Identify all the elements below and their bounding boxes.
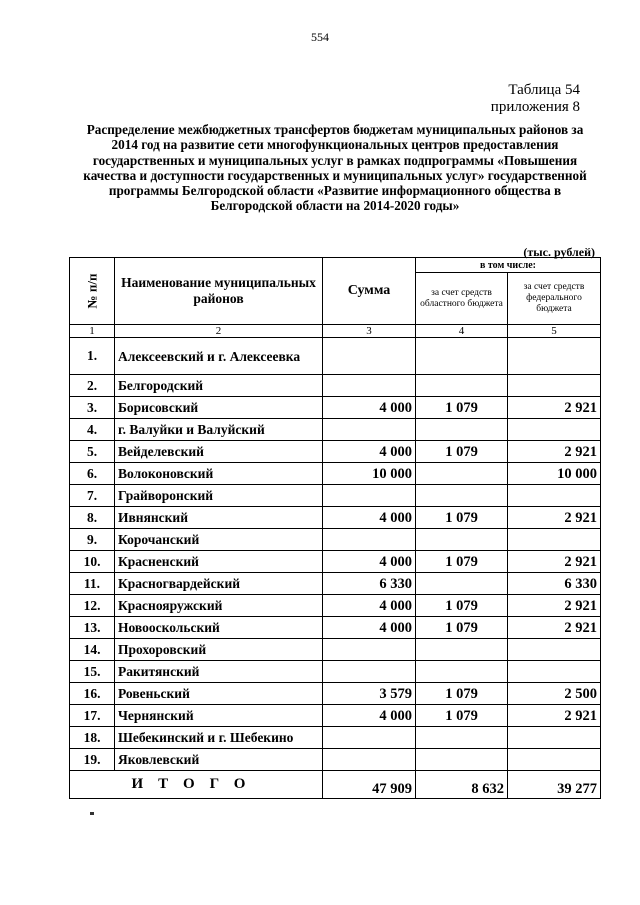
district-name: Новооскольский xyxy=(115,617,323,639)
table-label-line2: приложения 8 xyxy=(490,99,580,115)
sum-value: 4 000 xyxy=(323,507,416,529)
regional-value: 1 079 xyxy=(416,397,508,419)
table-label-line1: Таблица 54 xyxy=(508,82,580,98)
row-number: 15. xyxy=(70,661,115,683)
district-name: Чернянский xyxy=(115,705,323,727)
district-name: Ракитянский xyxy=(115,661,323,683)
sum-value xyxy=(323,338,416,375)
sum-value: 10 000 xyxy=(323,463,416,485)
column-index: 5 xyxy=(508,325,601,338)
row-number: 13. xyxy=(70,617,115,639)
federal-value: 2 921 xyxy=(508,617,601,639)
federal-value: 2 921 xyxy=(508,397,601,419)
regional-value: 1 079 xyxy=(416,617,508,639)
table-row xyxy=(70,705,601,727)
district-name: Белгородский xyxy=(115,375,323,397)
table-row xyxy=(70,463,601,485)
header-name: Наименование муниципальных районов xyxy=(115,258,323,325)
sum-value: 4 000 xyxy=(323,595,416,617)
table-row xyxy=(70,338,601,375)
row-number: 8. xyxy=(70,507,115,529)
header-num xyxy=(70,258,115,325)
federal-value: 2 500 xyxy=(508,683,601,705)
regional-value xyxy=(416,727,508,749)
row-number: 3. xyxy=(70,397,115,419)
table-row xyxy=(70,507,601,529)
sum-value xyxy=(323,661,416,683)
column-index: 2 xyxy=(115,325,323,338)
table-row xyxy=(70,419,601,441)
row-number: 19. xyxy=(70,749,115,771)
column-index: 1 xyxy=(70,325,115,338)
row-number: 7. xyxy=(70,485,115,507)
district-name: Вейделевский xyxy=(115,441,323,463)
sum-value: 4 000 xyxy=(323,551,416,573)
sum-value: 3 579 xyxy=(323,683,416,705)
total-row xyxy=(70,771,601,799)
federal-value: 2 921 xyxy=(508,705,601,727)
row-number: 4. xyxy=(70,419,115,441)
district-name: Шебекинский и г. Шебекино xyxy=(115,727,323,749)
federal-value xyxy=(508,529,601,551)
sum-value xyxy=(323,375,416,397)
document-title: Распределение межбюджетных трансфертов бюджетам муниципальных районов за 2014 год на развитие сети многофункциональных центров предоставления государственных и муниципальных услуг в рамках подпрограммы «Повышения качества и доступности государственных и муниципальных услуг» государственной программы Белгородской области «Развитие информационного общества в Белгородской области на 2014-2020 годы» xyxy=(83,122,587,214)
page-number: 554 xyxy=(311,30,329,44)
column-index: 3 xyxy=(323,325,416,338)
district-name: Ивнянский xyxy=(115,507,323,529)
district-name: Красногвардейский xyxy=(115,573,323,595)
table-row xyxy=(70,683,601,705)
sum-value: 4 000 xyxy=(323,441,416,463)
district-name: Краснояружский xyxy=(115,595,323,617)
federal-value xyxy=(508,375,601,397)
federal-value: 6 330 xyxy=(508,573,601,595)
regional-value xyxy=(416,573,508,595)
row-number: 17. xyxy=(70,705,115,727)
federal-value xyxy=(508,639,601,661)
header-num-text: № п/п xyxy=(84,273,99,309)
sum-value: 4 000 xyxy=(323,397,416,419)
district-name: Прохоровский xyxy=(115,639,323,661)
district-name: Красненский xyxy=(115,551,323,573)
regional-value xyxy=(416,463,508,485)
table-row xyxy=(70,595,601,617)
header-including: в том числе: xyxy=(416,258,601,273)
table-row xyxy=(70,375,601,397)
federal-value: 2 921 xyxy=(508,441,601,463)
district-name: Корочанский xyxy=(115,529,323,551)
regional-value: 1 079 xyxy=(416,507,508,529)
sum-value: 4 000 xyxy=(323,617,416,639)
row-number: 9. xyxy=(70,529,115,551)
row-number: 10. xyxy=(70,551,115,573)
sum-value xyxy=(323,419,416,441)
table-row xyxy=(70,551,601,573)
table-body xyxy=(70,338,601,771)
regional-value: 1 079 xyxy=(416,595,508,617)
federal-value: 2 921 xyxy=(508,507,601,529)
federal-value xyxy=(508,485,601,507)
column-index-row xyxy=(70,325,601,338)
row-number: 11. xyxy=(70,573,115,595)
row-number: 1. xyxy=(70,338,115,375)
sum-value xyxy=(323,749,416,771)
regional-value: 1 079 xyxy=(416,551,508,573)
federal-value: 10 000 xyxy=(508,463,601,485)
units-label: (тыс. рублей) xyxy=(523,245,595,259)
row-number: 18. xyxy=(70,727,115,749)
district-name: Борисовский xyxy=(115,397,323,419)
scan-mark xyxy=(90,812,94,815)
row-number: 16. xyxy=(70,683,115,705)
budget-table xyxy=(69,257,601,799)
regional-value: 1 079 xyxy=(416,705,508,727)
sum-value xyxy=(323,727,416,749)
row-number: 12. xyxy=(70,595,115,617)
header-federal: за счет средств федерального бюджета xyxy=(508,273,601,325)
total-label: ИТОГО xyxy=(70,771,323,799)
sum-value xyxy=(323,529,416,551)
federal-value xyxy=(508,661,601,683)
federal-value xyxy=(508,749,601,771)
row-number: 5. xyxy=(70,441,115,463)
table-row xyxy=(70,529,601,551)
regional-value xyxy=(416,749,508,771)
table-row xyxy=(70,573,601,595)
sum-value xyxy=(323,485,416,507)
regional-value xyxy=(416,485,508,507)
column-index: 4 xyxy=(416,325,508,338)
district-name: г. Валуйки и Валуйский xyxy=(115,419,323,441)
sum-value: 4 000 xyxy=(323,705,416,727)
district-name: Грайворонский xyxy=(115,485,323,507)
table-row xyxy=(70,727,601,749)
table-label xyxy=(491,82,580,116)
federal-value xyxy=(508,727,601,749)
header-sum: Сумма xyxy=(323,258,416,325)
row-number: 2. xyxy=(70,375,115,397)
row-number: 6. xyxy=(70,463,115,485)
regional-value: 1 079 xyxy=(416,683,508,705)
table-row xyxy=(70,639,601,661)
table-row xyxy=(70,441,601,463)
district-name: Алексеевский и г. Алексеевка xyxy=(115,338,323,375)
total-federal: 39 277 xyxy=(508,771,601,799)
table-row xyxy=(70,617,601,639)
federal-value xyxy=(508,338,601,375)
federal-value: 2 921 xyxy=(508,595,601,617)
district-name: Ровеньский xyxy=(115,683,323,705)
table-row xyxy=(70,485,601,507)
header-regional: за счет средств областного бюджета xyxy=(416,273,508,325)
regional-value xyxy=(416,338,508,375)
sum-value: 6 330 xyxy=(323,573,416,595)
district-name: Волоконовский xyxy=(115,463,323,485)
total-sum: 47 909 xyxy=(323,771,416,799)
federal-value: 2 921 xyxy=(508,551,601,573)
row-number: 14. xyxy=(70,639,115,661)
regional-value xyxy=(416,639,508,661)
federal-value xyxy=(508,419,601,441)
regional-value: 1 079 xyxy=(416,441,508,463)
table-row xyxy=(70,397,601,419)
regional-value xyxy=(416,529,508,551)
district-name: Яковлевский xyxy=(115,749,323,771)
regional-value xyxy=(416,419,508,441)
table-row xyxy=(70,749,601,771)
total-regional: 8 632 xyxy=(416,771,508,799)
regional-value xyxy=(416,375,508,397)
table-row xyxy=(70,661,601,683)
sum-value xyxy=(323,639,416,661)
regional-value xyxy=(416,661,508,683)
